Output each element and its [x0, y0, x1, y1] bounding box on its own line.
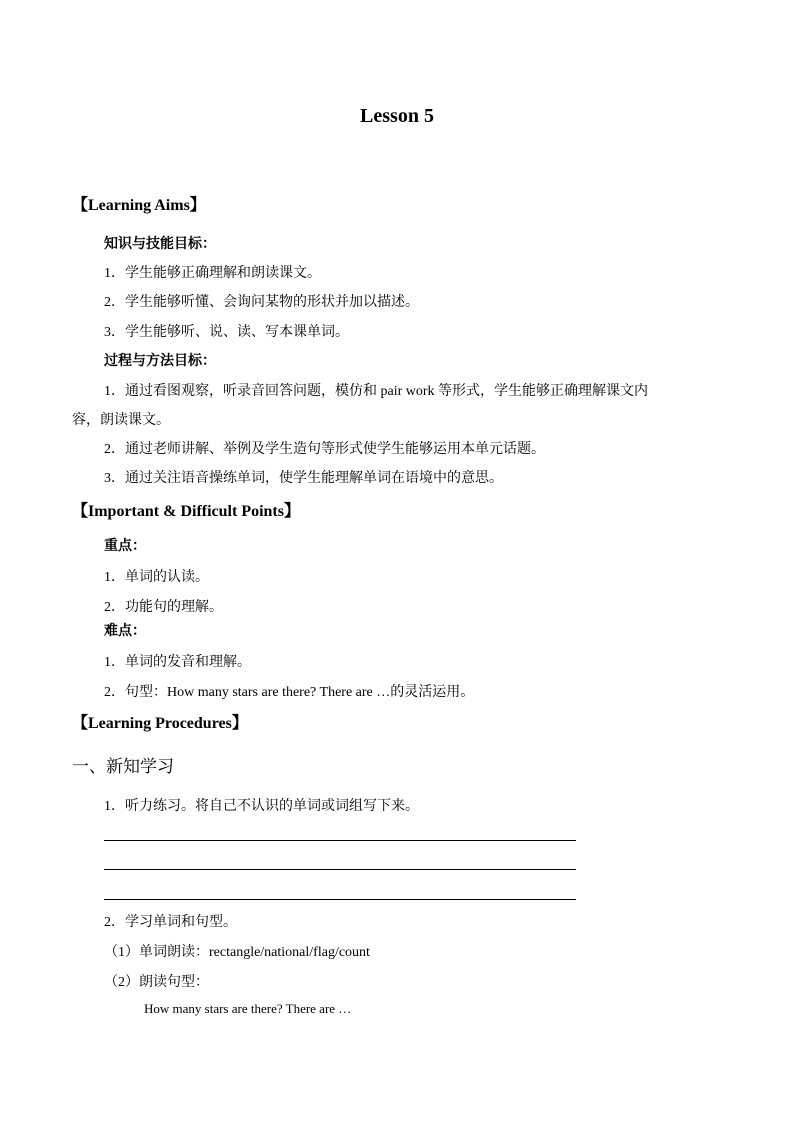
process-item-3: 3．通过关注语音操练单词，使学生能理解单词在语境中的意思。	[104, 471, 503, 486]
learning-procedures-heading: 【Learning Procedures】	[72, 715, 248, 732]
answer-line-1[interactable]	[104, 840, 576, 841]
document-title: Lesson 5	[360, 105, 434, 127]
difficult-item-1: 1．单词的发音和理解。	[104, 655, 251, 670]
answer-line-3[interactable]	[104, 899, 576, 900]
part-1-heading: 一、新知学习	[72, 757, 174, 776]
process-item-2: 2．通过老师讲解、举例及学生造句等形式使学生能够运用本单元话题。	[104, 442, 545, 457]
step-1: 1．听力练习。将自己不认识的单词或词组写下来。	[104, 799, 419, 814]
key-item-2: 2．功能句的理解。	[104, 600, 223, 615]
important-difficult-heading: 【Important & Difficult Points】	[72, 503, 300, 520]
process-item-1-line2: 容，朗读课文。	[72, 413, 170, 428]
answer-line-2[interactable]	[104, 869, 576, 870]
step-2-sentence: How many stars are there? There are …	[144, 1001, 352, 1016]
knowledge-skills-heading: 知识与技能目标：	[104, 237, 216, 252]
knowledge-item-2: 2．学生能够听懂、会询问某物的形状并加以描述。	[104, 295, 419, 310]
step-2: 2．学习单词和句型。	[104, 915, 237, 930]
key-points-heading: 重点：	[104, 539, 146, 554]
knowledge-item-3: 3．学生能够听、说、读、写本课单词。	[104, 325, 349, 340]
learning-aims-heading: 【Learning Aims】	[72, 197, 206, 214]
step-2-sub-1: （1）单词朗读：rectangle/national/flag/count	[104, 945, 370, 960]
difficult-points-heading: 难点：	[104, 624, 146, 639]
knowledge-item-1: 1．学生能够正确理解和朗读课文。	[104, 266, 321, 281]
step-2-sub-2: （2）朗读句型：	[104, 975, 209, 990]
difficult-item-2: 2．句型：How many stars are there? There are …的灵活运用。	[104, 685, 475, 700]
process-methods-heading: 过程与方法目标：	[104, 354, 216, 369]
process-item-1-line1: 1．通过看图观察，听录音回答问题，模仿和 pair work 等形式，学生能够正确理解课文内	[104, 384, 649, 399]
key-item-1: 1．单词的认读。	[104, 570, 209, 585]
